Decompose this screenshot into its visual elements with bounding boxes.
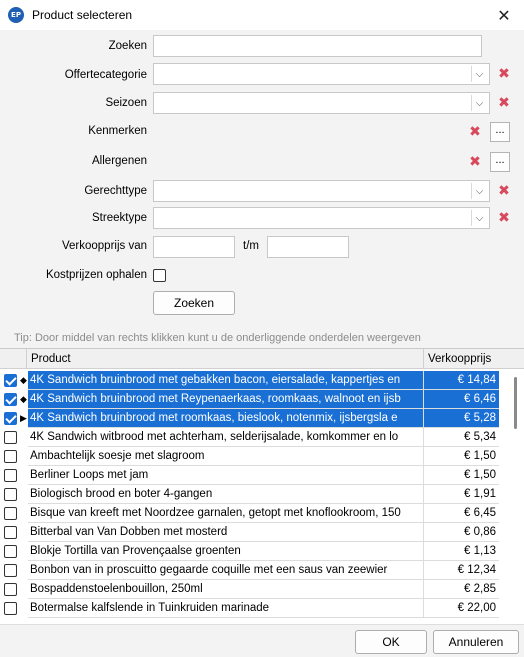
price-cell[interactable]: € 1,50 <box>424 447 499 466</box>
product-cell[interactable]: Bospaddenstoelenbouillon, 250ml <box>28 580 424 599</box>
offertecategorie-label: Offertecategorie <box>64 69 147 81</box>
gerechttype-label: Gerechttype <box>84 185 147 197</box>
dialog-footer <box>0 624 524 657</box>
row-indicator-icon: ◆ <box>20 394 27 404</box>
price-to-label: t/m <box>243 240 259 252</box>
grid-header <box>0 349 524 369</box>
row-indicator-icon <box>19 542 28 561</box>
clear-streektype-icon[interactable]: ✖ <box>498 210 510 226</box>
table-row[interactable] <box>0 523 504 542</box>
row-checkbox[interactable] <box>4 545 17 558</box>
search-button[interactable]: Zoeken <box>153 291 235 315</box>
filter-form <box>0 30 524 348</box>
clear-offertecategorie-icon[interactable]: ✖ <box>498 66 510 82</box>
row-indicator-icon <box>19 428 28 447</box>
row-checkbox[interactable] <box>4 583 17 596</box>
table-row[interactable] <box>0 390 504 409</box>
seizoen-label: Seizoen <box>105 97 147 109</box>
price-cell[interactable]: € 1,50 <box>424 466 499 485</box>
price-to-input[interactable] <box>267 236 349 258</box>
product-cell[interactable]: Bonbon van in proscuitto gegaarde coquille met een saus van zeewier <box>28 561 424 580</box>
kenmerken-label: Kenmerken <box>88 125 147 137</box>
product-cell[interactable]: Botermalse kalfslende in Tuinkruiden marinade <box>28 599 424 618</box>
window-title: Product selecteren <box>32 8 133 22</box>
search-input[interactable] <box>153 35 482 57</box>
row-indicator-icon <box>19 466 28 485</box>
table-row[interactable] <box>0 504 504 523</box>
table-row[interactable] <box>0 466 504 485</box>
table-row[interactable] <box>0 561 504 580</box>
table-row[interactable] <box>0 371 504 390</box>
clear-kenmerken-icon[interactable]: ✖ <box>469 124 481 140</box>
chevron-down-icon[interactable]: ⌵ <box>471 66 487 82</box>
row-indicator-icon: ◆ <box>20 375 27 385</box>
product-grid <box>0 348 524 624</box>
clear-seizoen-icon[interactable]: ✖ <box>498 95 510 111</box>
product-cell[interactable]: Berliner Loops met jam <box>28 466 424 485</box>
search-label: Zoeken <box>108 40 147 52</box>
allergenen-browse-button[interactable]: ... <box>490 152 510 172</box>
ok-button[interactable]: OK <box>355 630 427 654</box>
row-checkbox[interactable] <box>4 374 17 387</box>
row-checkbox[interactable] <box>4 412 17 425</box>
product-cell[interactable]: Bitterbal van Van Dobben met mosterd <box>28 523 424 542</box>
row-indicator-icon: ▶ <box>20 413 27 423</box>
table-row[interactable] <box>0 447 504 466</box>
chevron-down-icon[interactable]: ⌵ <box>471 183 487 199</box>
seizoen-select[interactable] <box>153 92 490 114</box>
row-checkbox[interactable] <box>4 393 17 406</box>
header-product[interactable]: Product <box>27 349 424 369</box>
row-indicator-icon <box>19 599 28 618</box>
row-indicator-icon <box>19 447 28 466</box>
streektype-select[interactable] <box>153 207 490 229</box>
price-cell[interactable]: € 14,84 <box>424 371 499 390</box>
price-cell[interactable]: € 6,45 <box>424 504 499 523</box>
kostprijzen-checkbox[interactable] <box>153 269 166 282</box>
price-from-input[interactable] <box>153 236 235 258</box>
product-cell[interactable]: 4K Sandwich bruinbrood met gebakken bacon, eiersalade, kappertjes en <box>28 371 424 390</box>
row-checkbox[interactable] <box>4 488 17 501</box>
chevron-down-icon[interactable]: ⌵ <box>471 95 487 111</box>
row-checkbox[interactable] <box>4 564 17 577</box>
row-indicator-icon <box>19 485 28 504</box>
price-cell[interactable]: € 12,34 <box>424 561 499 580</box>
table-row[interactable] <box>0 409 504 428</box>
clear-gerechttype-icon[interactable]: ✖ <box>498 183 510 199</box>
price-cell[interactable]: € 5,28 <box>424 409 499 428</box>
streektype-label: Streektype <box>92 212 147 224</box>
row-checkbox[interactable] <box>4 602 17 615</box>
header-checkbox-column <box>0 349 27 369</box>
price-cell[interactable]: € 6,46 <box>424 390 499 409</box>
price-cell[interactable]: € 1,91 <box>424 485 499 504</box>
table-row[interactable] <box>0 428 504 447</box>
row-indicator-icon <box>19 561 28 580</box>
product-cell[interactable]: Biologisch brood en boter 4-gangen <box>28 485 424 504</box>
kenmerken-browse-button[interactable]: ... <box>490 122 510 142</box>
tip-text: Tip: Door middel van rechts klikken kunt u de onderliggende onderdelen weergeven <box>14 332 421 344</box>
row-indicator-icon <box>19 580 28 599</box>
offertecategorie-select[interactable] <box>153 63 490 85</box>
row-checkbox[interactable] <box>4 431 17 444</box>
product-cell[interactable]: Ambachtelijk soesje met slagroom <box>28 447 424 466</box>
table-row[interactable] <box>0 542 504 561</box>
app-logo-icon: EP <box>8 7 24 23</box>
product-cell[interactable]: 4K Sandwich bruinbrood met Reypenaerkaas, roomkaas, walnoot en ijsb <box>28 390 424 409</box>
grid-scrollbar[interactable] <box>508 371 520 621</box>
price-cell[interactable]: € 0,86 <box>424 523 499 542</box>
product-cell[interactable]: Bisque van kreeft met Noordzee garnalen, getopt met knoflookroom, 150 <box>28 504 424 523</box>
title-bar <box>0 0 524 30</box>
cancel-button[interactable]: Annuleren <box>433 630 519 654</box>
kostprijzen-label: Kostprijzen ophalen <box>45 269 147 281</box>
scrollbar-thumb[interactable] <box>514 377 517 429</box>
row-checkbox[interactable] <box>4 469 17 482</box>
price-cell[interactable]: € 5,34 <box>424 428 499 447</box>
row-indicator-icon <box>19 523 28 542</box>
row-checkbox[interactable] <box>4 450 17 463</box>
table-row[interactable] <box>0 580 504 599</box>
clear-allergenen-icon[interactable]: ✖ <box>469 154 481 170</box>
product-cell[interactable]: Blokje Tortilla van Provençaalse groenten <box>28 542 424 561</box>
price-cell[interactable]: € 1,13 <box>424 542 499 561</box>
price-cell[interactable]: € 2,85 <box>424 580 499 599</box>
gerechttype-select[interactable] <box>153 180 490 202</box>
header-price[interactable]: Verkoopprijs <box>428 353 492 365</box>
verkoopprijs-label: Verkoopprijs van <box>61 240 147 252</box>
table-row[interactable] <box>0 599 504 618</box>
row-checkbox[interactable] <box>4 526 17 539</box>
row-checkbox[interactable] <box>4 507 17 520</box>
product-cell[interactable]: 4K Sandwich bruinbrood met roomkaas, bieslook, notenmix, ijsbergsla e <box>28 409 424 428</box>
close-icon[interactable]: ✕ <box>497 5 511 25</box>
row-indicator-icon <box>19 504 28 523</box>
allergenen-label: Allergenen <box>92 155 147 167</box>
price-cell[interactable]: € 22,00 <box>424 599 499 618</box>
product-cell[interactable]: 4K Sandwich witbrood met achterham, selderijsalade, komkommer en lo <box>28 428 424 447</box>
table-row[interactable] <box>0 485 504 504</box>
chevron-down-icon[interactable]: ⌵ <box>471 210 487 226</box>
